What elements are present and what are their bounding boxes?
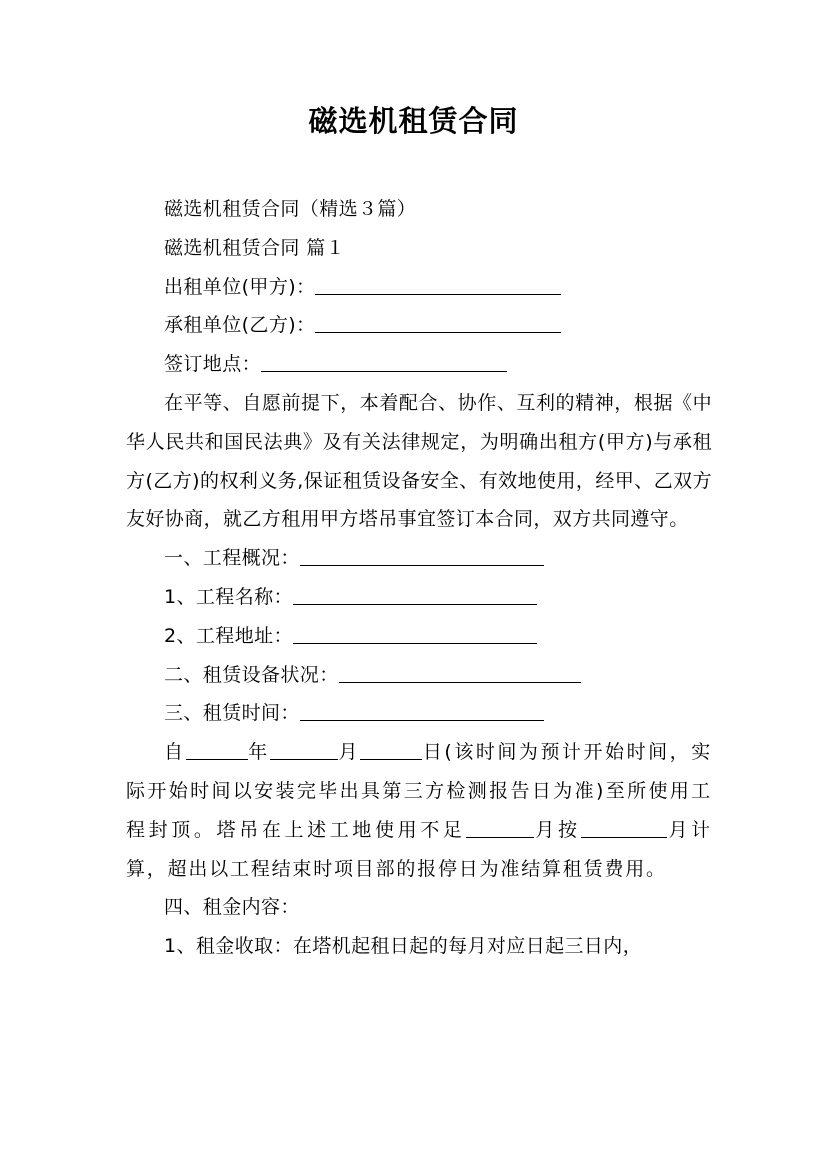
- section1-line: [126, 539, 712, 578]
- time-month: 月: [337, 741, 361, 764]
- document-body: [126, 190, 712, 966]
- section3-blank: [300, 702, 544, 721]
- time-from: 自: [164, 741, 186, 764]
- signing-place-line: [126, 345, 712, 384]
- part-heading: 磁选机租赁合同 篇１: [164, 236, 346, 259]
- lessee-blank: [315, 314, 561, 333]
- count-month-blank: [581, 819, 667, 838]
- year-blank: [186, 741, 248, 760]
- section2-line: [126, 656, 712, 695]
- lessee-line: [126, 306, 712, 345]
- section2-label: 二、租赁设备状况：: [164, 663, 339, 686]
- short-month-blank: [466, 819, 534, 838]
- lease-time-paragraph: [126, 733, 712, 888]
- month-blank: [270, 741, 338, 760]
- lessee-label: 承租单位(乙方)：: [164, 314, 316, 337]
- section2-blank: [339, 664, 581, 683]
- lessor-blank: [315, 276, 561, 295]
- signing-place-blank: [261, 353, 507, 372]
- time-rest: 月计算，超出以工程结束时项目部的报停日为准结算租赁费用。: [126, 818, 712, 880]
- item1-1-line: [126, 578, 712, 617]
- section1-label: 一、工程概况：: [164, 547, 300, 570]
- item1-1-blank: [293, 586, 537, 605]
- lessor-label: 出租单位(甲方)：: [164, 275, 316, 298]
- section4-label: 四、租金内容：: [164, 896, 300, 919]
- time-year: 年: [247, 741, 270, 764]
- signing-place-label: 签订地点：: [164, 353, 262, 376]
- document-subtitle: 磁选机租赁合同（精选３篇）: [164, 198, 417, 220]
- lessor-line: [126, 268, 712, 307]
- preamble-paragraph: 在平等、自愿前提下，本着配合、协作、互利的精神，根据《中华人民共和国民法典》及有关法律规定，为明确出租方(甲方)与承租方(乙方)的权利义务,保证租赁设备安全、有效地使用，经甲、乙双方友好协商，就乙方租用甲方塔吊事宜签订本合同，双方共同遵守。: [126, 391, 712, 531]
- section3-label: 三、租赁时间：: [164, 702, 300, 725]
- item1-2-blank: [293, 625, 537, 644]
- time-day-rest: 日(该时间为预计开始时间，实际开始时间以安装完毕出具第三方检测报告日为准)至所使用工程封顶。塔吊在上述工地使用不足: [126, 741, 712, 841]
- section1-blank: [300, 547, 544, 566]
- item4-1-line: 1、租金收取：在塔机起租日起的每月对应日起三日内，: [164, 935, 643, 958]
- time-month-by: 月按: [533, 818, 581, 841]
- day-blank: [360, 741, 422, 760]
- section4-line: [126, 888, 712, 927]
- document-title: 磁选机租赁合同: [308, 104, 519, 138]
- item1-1-label: 1、工程名称：: [164, 585, 293, 608]
- section3-line: [126, 694, 712, 733]
- item1-2-line: [126, 617, 712, 656]
- item1-2-label: 2、工程地址：: [164, 624, 293, 647]
